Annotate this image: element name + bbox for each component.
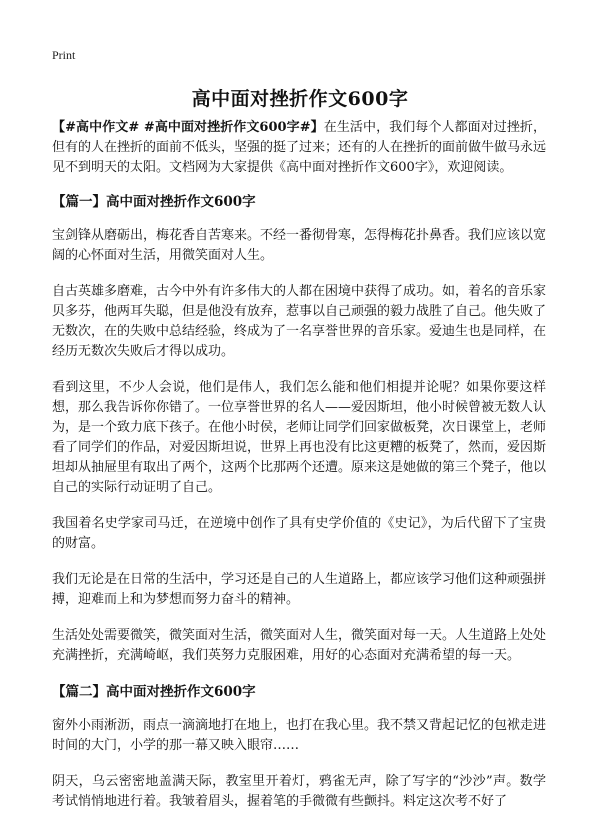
section-1-paragraph: 我国着名史学家司马迁，在逆境中创作了具有史学价值的《史记》，为后代留下了宝贵的财富。: [52, 516, 546, 551]
section-1-paragraph: 生活处处需要微笑，微笑面对生活，微笑面对人生，微笑面对每一天。人生道路上处处充满挫折，充满崎岖，我们英努力克服困难，用好的心态面对充满希望的每一天。: [52, 628, 547, 663]
section-2-paragraph: 阴天，乌云密密地盖满天际，教室里开着灯，鸦雀无声，除了写字的“沙沙”声。数学考试悄悄地进行着。我皱着眉头，握着笔的手微微有些颤抖。料定这次考不好了: [52, 774, 546, 809]
intro-text: 在生活中，我们每个人都面对过挫折，但有的人在挫折的面前不低头，坚强的挺了过来；还有的人在挫折的面前做牛做马永远见不到明天的太阳。文档网为大家提供《高中面对挫折作文600字》，欢迎阅读。: [52, 120, 547, 175]
intro-tags: 【#高中作文# #高中面对挫折作文600字#】: [52, 120, 324, 135]
section-1-heading: 【篇一】高中面对挫折作文600字: [52, 194, 256, 210]
section-2-heading: 【篇二】高中面对挫折作文600字: [52, 684, 256, 700]
section-1-paragraph: 宝剑锋从磨砺出，梅花香自苦寒来。不经一番彻骨寒，怎得梅花扑鼻香。我们应该以宽阔的心怀面对生活，用微笑面对人生。: [52, 228, 547, 263]
document-body: [52, 118, 546, 828]
document-title: 高中面对挫折作文600字: [191, 88, 409, 110]
section-1-paragraph: 自古英雄多磨难，古今中外有许多伟大的人都在困境中获得了成功。如，着名的音乐家贝多芬，他两耳失聪，但是他没有放弃，惹事以自己顽强的毅力战胜了自己。他失败了无数次，在的失败中总结经验，终成为了一名享誉世界的音乐家。爱迪生也是同样，在经历无数次失败后才得以成功。: [52, 284, 547, 359]
intro-paragraph: [52, 118, 546, 178]
print-label[interactable]: Print: [52, 48, 76, 62]
section-2-paragraph: 窗外小雨淅沥，雨点一滴滴地打在地上，也打在我心里。我不禁又背起记忆的包袱走进时间的大门，小学的那一幕又映入眼帘……: [52, 718, 547, 753]
section-1-paragraph: 看到这里，不少人会说，他们是伟人，我们怎么能和他们相提并论呢？如果你要这样想，那么我告诉你你错了。一位享誉世界的名人——爱因斯坦，他小时候曾被无数人认为，是一个致力底下孩子。在他小时侯，老师让同学们回家做板凳，次日课堂上，老师看了同学们的作品，对爱因斯坦说，世界上再也没有比这更糟的板凳了，然而，爱因斯坦却从抽屉里有取出了两个，这两个比那两个还遭。原来这是她做的第三个凳子，他以自己的实际行动证明了自己。: [52, 380, 547, 495]
section-1-paragraph: 我们无论是在日常的生活中，学习还是自己的人生道路上，都应该学习他们这种顽强拼搏，迎难而上和为梦想而努力奋斗的精神。: [52, 572, 547, 607]
